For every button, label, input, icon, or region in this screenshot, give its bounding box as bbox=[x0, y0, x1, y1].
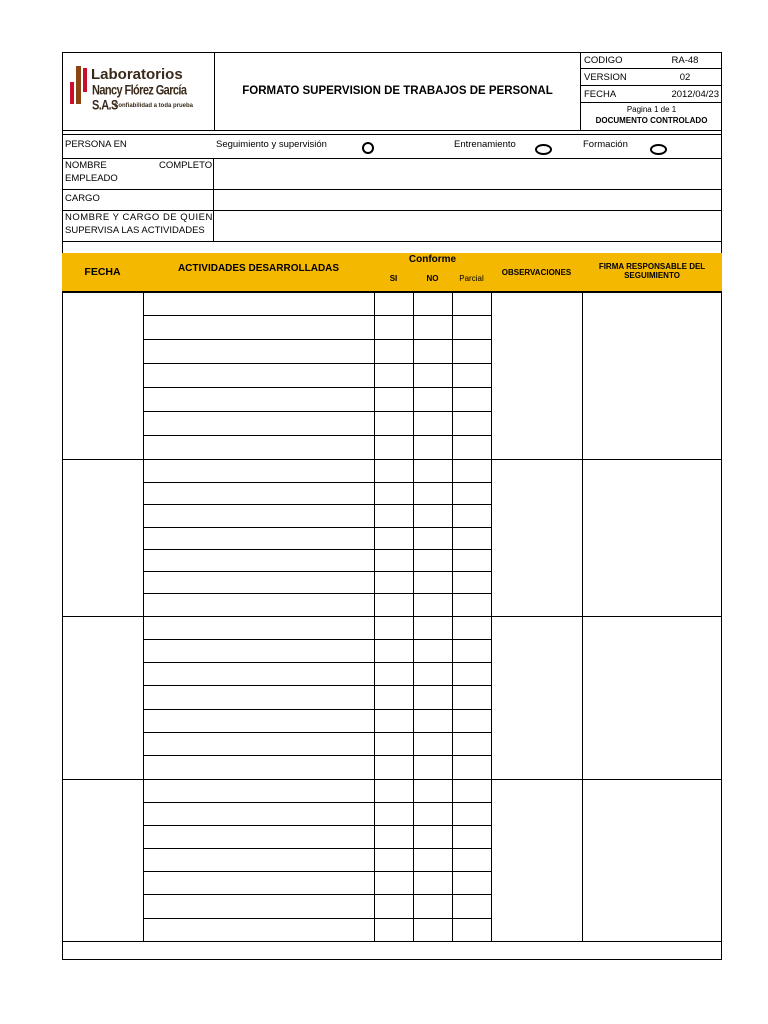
parcial-cell[interactable] bbox=[453, 364, 491, 387]
si-cell[interactable] bbox=[375, 780, 413, 802]
si-cell[interactable] bbox=[375, 528, 413, 549]
option-formacion-radio-icon[interactable] bbox=[650, 144, 667, 155]
col-firma-header bbox=[582, 253, 722, 292]
activity-cell[interactable] bbox=[144, 826, 374, 848]
si-cell[interactable] bbox=[375, 733, 413, 755]
codigo-label: CODIGO bbox=[581, 52, 671, 69]
parcial-cell[interactable] bbox=[453, 756, 491, 779]
parcial-cell[interactable] bbox=[453, 340, 491, 363]
activity-cell[interactable] bbox=[144, 483, 374, 504]
no-cell[interactable] bbox=[414, 436, 452, 459]
no-cell[interactable] bbox=[414, 412, 452, 435]
supervisor-label-b: SUPERVISA LAS ACTIVIDADES bbox=[65, 225, 205, 236]
firma-cell[interactable] bbox=[583, 780, 722, 941]
no-cell[interactable] bbox=[414, 710, 452, 732]
no-cell[interactable] bbox=[414, 293, 452, 315]
version-value: 02 bbox=[648, 69, 722, 86]
form-title: FORMATO SUPERVISION DE TRABAJOS DE PERSONAL bbox=[215, 52, 581, 130]
si-cell[interactable] bbox=[375, 550, 413, 571]
si-cell[interactable] bbox=[375, 826, 413, 848]
logo-bar-icon-2 bbox=[76, 66, 81, 104]
si-cell[interactable] bbox=[375, 895, 413, 918]
activity-cell[interactable] bbox=[144, 293, 374, 315]
si-cell[interactable] bbox=[375, 849, 413, 871]
fecha-label: FECHA bbox=[581, 86, 671, 103]
activity-cell[interactable] bbox=[144, 388, 374, 411]
si-cell[interactable] bbox=[375, 756, 413, 779]
activity-cell[interactable] bbox=[144, 780, 374, 802]
si-cell[interactable] bbox=[375, 640, 413, 662]
no-cell[interactable] bbox=[414, 364, 452, 387]
nombre-input[interactable] bbox=[213, 158, 722, 189]
no-cell[interactable] bbox=[414, 826, 452, 848]
si-cell[interactable] bbox=[375, 663, 413, 685]
activity-cell[interactable] bbox=[144, 895, 374, 918]
header-divider bbox=[62, 130, 722, 131]
si-cell[interactable] bbox=[375, 388, 413, 411]
firma-cell[interactable] bbox=[583, 460, 722, 616]
no-cell[interactable] bbox=[414, 340, 452, 363]
logo-cell bbox=[62, 52, 215, 130]
parcial-cell[interactable] bbox=[453, 528, 491, 549]
fecha-cell[interactable] bbox=[63, 780, 143, 941]
parcial-cell[interactable] bbox=[453, 780, 491, 802]
firma-cell[interactable] bbox=[583, 293, 722, 459]
no-cell[interactable] bbox=[414, 895, 452, 918]
header-divider-2 bbox=[62, 134, 722, 135]
col-observaciones-header: OBSERVACIONES bbox=[491, 253, 583, 292]
si-cell[interactable] bbox=[375, 710, 413, 732]
col-firma-header-line1: FIRMA RESPONSABLE DEL bbox=[598, 262, 706, 271]
no-cell[interactable] bbox=[414, 919, 452, 941]
parcial-cell[interactable] bbox=[453, 293, 491, 315]
no-cell[interactable] bbox=[414, 572, 452, 593]
parcial-cell[interactable] bbox=[453, 388, 491, 411]
cargo-input[interactable] bbox=[213, 189, 722, 210]
parcial-cell[interactable] bbox=[453, 919, 491, 941]
si-cell[interactable] bbox=[375, 919, 413, 941]
table-bottom-line bbox=[62, 941, 722, 942]
parcial-cell[interactable] bbox=[453, 316, 491, 339]
activity-cell[interactable] bbox=[144, 849, 374, 871]
parcial-cell[interactable] bbox=[453, 849, 491, 871]
activity-cell[interactable] bbox=[144, 340, 374, 363]
option-formacion-label: Formación bbox=[583, 139, 628, 150]
fecha-value: 2012/04/23 bbox=[648, 86, 722, 103]
activity-cell[interactable] bbox=[144, 316, 374, 339]
activity-cell[interactable] bbox=[144, 412, 374, 435]
activity-cell[interactable] bbox=[144, 594, 374, 616]
parcial-cell[interactable] bbox=[453, 826, 491, 848]
activity-cell[interactable] bbox=[144, 710, 374, 732]
parcial-cell[interactable] bbox=[453, 594, 491, 616]
activity-cell[interactable] bbox=[144, 640, 374, 662]
si-cell[interactable] bbox=[375, 412, 413, 435]
parcial-cell[interactable] bbox=[453, 733, 491, 755]
no-cell[interactable] bbox=[414, 663, 452, 685]
no-cell[interactable] bbox=[414, 617, 452, 639]
no-cell[interactable] bbox=[414, 388, 452, 411]
documento-controlado: DOCUMENTO CONTROLADO bbox=[595, 116, 708, 125]
si-cell[interactable] bbox=[375, 436, 413, 459]
observaciones-cell[interactable] bbox=[492, 617, 582, 779]
activity-cell[interactable] bbox=[144, 663, 374, 685]
page-info: Pagina 1 de 1 bbox=[626, 104, 677, 114]
activity-cell[interactable] bbox=[144, 572, 374, 593]
option-seguimiento-radio-icon[interactable] bbox=[362, 142, 374, 154]
col-si-header: SI bbox=[374, 266, 414, 292]
info-line-4 bbox=[62, 241, 722, 242]
si-cell[interactable] bbox=[375, 340, 413, 363]
no-cell[interactable] bbox=[414, 640, 452, 662]
col-no-header: NO bbox=[413, 266, 453, 292]
parcial-cell[interactable] bbox=[453, 572, 491, 593]
no-cell[interactable] bbox=[414, 505, 452, 527]
si-cell[interactable] bbox=[375, 364, 413, 387]
no-cell[interactable] bbox=[414, 316, 452, 339]
col-conforme-header: Conforme bbox=[374, 253, 492, 267]
parcial-cell[interactable] bbox=[453, 663, 491, 685]
activity-cell[interactable] bbox=[144, 919, 374, 941]
option-seguimiento-label: Seguimiento y supervisión bbox=[216, 139, 327, 150]
no-cell[interactable] bbox=[414, 460, 452, 482]
parcial-cell[interactable] bbox=[453, 640, 491, 662]
si-cell[interactable] bbox=[375, 505, 413, 527]
si-cell[interactable] bbox=[375, 572, 413, 593]
activity-cell[interactable] bbox=[144, 364, 374, 387]
si-cell[interactable] bbox=[375, 483, 413, 504]
cargo-label: CARGO bbox=[65, 193, 100, 204]
no-cell[interactable] bbox=[414, 849, 452, 871]
no-cell[interactable] bbox=[414, 872, 452, 894]
si-cell[interactable] bbox=[375, 460, 413, 482]
nombre-label-c: EMPLEADO bbox=[65, 173, 118, 184]
observaciones-cell[interactable] bbox=[492, 293, 582, 459]
parcial-cell[interactable] bbox=[453, 460, 491, 482]
fecha-cell[interactable] bbox=[63, 293, 143, 459]
activity-cell[interactable] bbox=[144, 686, 374, 709]
no-cell[interactable] bbox=[414, 780, 452, 802]
activity-cell[interactable] bbox=[144, 756, 374, 779]
si-cell[interactable] bbox=[375, 316, 413, 339]
activity-cell[interactable] bbox=[144, 460, 374, 482]
nombre-label-a: NOMBRE bbox=[65, 160, 107, 171]
activity-cell[interactable] bbox=[144, 505, 374, 527]
observaciones-cell[interactable] bbox=[492, 780, 582, 941]
no-cell[interactable] bbox=[414, 686, 452, 709]
activity-cell[interactable] bbox=[144, 528, 374, 549]
parcial-cell[interactable] bbox=[453, 550, 491, 571]
activity-cell[interactable] bbox=[144, 617, 374, 639]
si-cell[interactable] bbox=[375, 617, 413, 639]
col-firma-header-line2: SEGUIMIENTO bbox=[624, 271, 680, 280]
version-label: VERSION bbox=[581, 69, 671, 86]
nombre-label-b: COMPLETO bbox=[159, 160, 213, 171]
activity-cell[interactable] bbox=[144, 436, 374, 459]
logo-bar-icon-1 bbox=[70, 82, 74, 104]
no-cell[interactable] bbox=[414, 733, 452, 755]
col-actividades-header: ACTIVIDADES DESARROLLADAS bbox=[143, 253, 375, 292]
no-cell[interactable] bbox=[414, 550, 452, 571]
supervisor-input[interactable] bbox=[213, 210, 722, 241]
logo-bar-icon-3 bbox=[83, 68, 87, 92]
firma-cell[interactable] bbox=[583, 617, 722, 779]
si-cell[interactable] bbox=[375, 293, 413, 315]
fecha-cell[interactable] bbox=[63, 460, 143, 616]
parcial-cell[interactable] bbox=[453, 412, 491, 435]
si-cell[interactable] bbox=[375, 686, 413, 709]
option-entrenamiento-label: Entrenamiento bbox=[454, 139, 516, 150]
supervisor-label-a: NOMBRE Y CARGO DE QUIEN bbox=[65, 212, 213, 223]
no-cell[interactable] bbox=[414, 483, 452, 504]
parcial-cell[interactable] bbox=[453, 872, 491, 894]
activity-cell[interactable] bbox=[144, 733, 374, 755]
col-fecha-header: FECHA bbox=[62, 253, 144, 292]
si-cell[interactable] bbox=[375, 803, 413, 825]
logo-line2: Nancy Flórez García S.A.S bbox=[92, 83, 187, 113]
parcial-cell[interactable] bbox=[453, 483, 491, 504]
parcial-cell[interactable] bbox=[453, 803, 491, 825]
parcial-cell[interactable] bbox=[453, 895, 491, 918]
no-cell[interactable] bbox=[414, 528, 452, 549]
logo-line1: Laboratorios bbox=[91, 66, 183, 83]
parcial-cell[interactable] bbox=[453, 436, 491, 459]
option-entrenamiento-radio-icon[interactable] bbox=[535, 144, 552, 155]
parcial-cell[interactable] bbox=[453, 710, 491, 732]
parcial-cell[interactable] bbox=[453, 505, 491, 527]
no-cell[interactable] bbox=[414, 756, 452, 779]
si-cell[interactable] bbox=[375, 594, 413, 616]
parcial-cell[interactable] bbox=[453, 617, 491, 639]
activity-cell[interactable] bbox=[144, 803, 374, 825]
si-cell[interactable] bbox=[375, 872, 413, 894]
col-parcial-header: Parcial bbox=[452, 266, 492, 292]
activity-cell[interactable] bbox=[144, 872, 374, 894]
logo-tagline: Confiabilidad a toda prueba bbox=[114, 103, 194, 109]
no-cell[interactable] bbox=[414, 594, 452, 616]
persona-en-label: PERSONA EN bbox=[65, 139, 127, 150]
observaciones-cell[interactable] bbox=[492, 460, 582, 616]
fecha-cell[interactable] bbox=[63, 617, 143, 779]
no-cell[interactable] bbox=[414, 803, 452, 825]
parcial-cell[interactable] bbox=[453, 686, 491, 709]
activity-cell[interactable] bbox=[144, 550, 374, 571]
codigo-value: RA-48 bbox=[648, 52, 722, 69]
